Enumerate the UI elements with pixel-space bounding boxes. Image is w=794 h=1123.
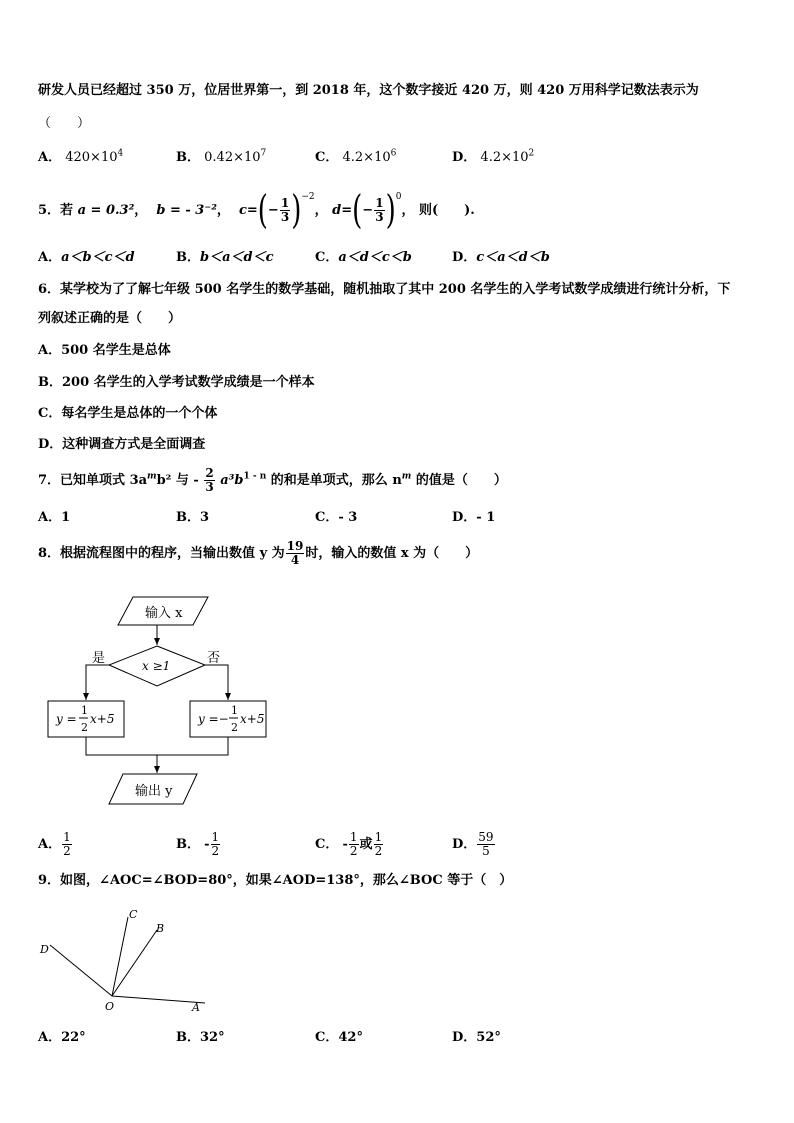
q4-option-d-base: 4.2×10 [480,150,529,165]
q5-c-den: 3 [280,210,290,224]
q8-option-d-letter: D． [452,837,477,852]
label-d: D [40,943,49,956]
q8-option-b[interactable] [176,828,221,862]
q8-option-b-letter: B． [176,837,200,852]
q4-blank: （ ） [38,116,91,131]
q5-tail: ， 则( ). [401,203,475,218]
q9-option-b[interactable]: B．32° [176,1030,225,1045]
flow-right-prefix: y =− [198,712,229,726]
q5-option-c-letter: C． [315,250,339,265]
q9-option-a[interactable]: A．22° [38,1030,86,1045]
q5-c-num: 1 [280,196,290,210]
q7-exp2: 1 - n [243,471,267,482]
flow-yes-label: 是 [92,651,106,666]
q8-option-c-den: 2 [349,844,358,858]
q5-option-a-letter: A． [38,250,62,265]
q8-option-c-or: 或 [359,837,373,852]
flow-output-text: 输出 y [135,784,173,799]
q8-option-a-den: 2 [63,844,71,858]
q5-stem: 5．若 a = 0.3²， b = - 3⁻²， c=(− $\frac{1}{3}$ )$^{-2}$， d=(− $\frac{1}{3}$ )$^0$， 则( ). [38,188,475,233]
q4-option-a-base: 420×10 [65,150,118,165]
q7-post-exp: m [401,471,412,482]
flow-left-suffix: x+5 [90,712,115,726]
q5-d-exp: 0 [395,191,402,202]
q5-c-exp: −2 [301,191,315,202]
q7-option-a[interactable]: A．1 [38,510,71,525]
q5-option-b-letter: B． [176,250,200,265]
q7-option-c[interactable]: C．- 3 [315,510,358,525]
q8-frac-num: 19 [286,539,304,553]
q6-option-c[interactable]: C．每名学生是总体的一个个体 [38,406,218,421]
q5-d-den: 3 [375,210,384,224]
q8-option-c-num2: 1 [374,830,383,844]
q8-option-b-den: 2 [211,844,220,858]
q8-option-d[interactable] [452,828,496,862]
q4-option-a[interactable] [38,150,123,166]
q6-option-b[interactable]: B．200 名学生的入学考试数学成绩是一个样本 [38,375,315,390]
q5-option-d[interactable] [452,250,550,266]
q5-option-b[interactable] [176,250,274,266]
q7-option-d[interactable]: D．- 1 [452,510,496,525]
q7-post: 的和是单项式，那么 n [266,473,402,488]
q8-option-c-sign: - [342,837,348,852]
q8-pre: 8．根据流程图中的程序，当输出数值 y 为 [38,546,285,561]
q8-stem [38,537,478,571]
q8-option-c-den2: 2 [374,844,383,858]
flow-condition-text: x ≥1 [142,659,171,673]
q4-option-a-exp: 4 [117,148,124,159]
q5-a: a = 0.3² [77,203,135,218]
angle-figure [30,905,220,1015]
q6-line2: 列叙述正确的是（ ） [38,311,182,326]
q8-post: 时，输入的数值 x 为（ ） [305,546,479,561]
q4-option-b-letter: B． [176,150,200,165]
q6-line1: 6．某学校为了了解七年级 500 名学生的数学基础，随机抽取了其中 200 名学生的入学考试数学成绩进行统计分析，下 [38,282,731,297]
q9-stem: 9．如图，∠AOC=∠BOD=80°，如果∠AOD=138°，那么∠BOC 等于（ ） [38,873,513,888]
q7-b2: b² 与 - [156,473,199,488]
flow-arrow-yes [86,665,109,700]
flow-arrow-no [205,665,228,700]
q8-option-b-sign: - [204,837,210,852]
q5-option-a-text: a＜b＜c＜d [61,250,135,265]
q5-d-num: 1 [375,196,384,210]
q5-option-c[interactable] [315,250,412,266]
q4-option-c-letter: C． [315,150,339,165]
q4-option-b-base: 0.42×10 [204,150,261,165]
q6-option-a[interactable]: A．500 名学生是总体 [38,343,171,358]
q8-option-c-letter: C． [315,837,339,852]
q5-d-label: d= [332,203,353,218]
flow-right-suffix: x+5 [240,712,265,726]
ray-od [50,945,112,996]
q8-option-d-num: 59 [478,830,494,844]
label-o: O [105,1000,115,1013]
q7-mid: a³b [220,473,244,488]
q5-option-d-letter: D． [452,250,477,265]
flow-no-label: 否 [207,651,221,666]
q4-option-d[interactable] [452,150,534,166]
flow-left-prefix: y = [56,712,77,726]
q5-number: 5．若 [38,203,74,218]
q5-option-d-text: c＜a＜d＜b [476,250,550,265]
q7-m: m [147,471,157,482]
q4-option-a-letter: A． [38,150,62,165]
flow-left-den: 2 [81,721,88,734]
flow-right-num: 1 [231,704,238,717]
q5-option-c-text: a＜d＜c＜b [338,250,412,265]
label-b: B [156,922,165,935]
q8-option-a[interactable] [38,828,73,862]
flow-right-den: 2 [231,721,238,734]
q8-option-c-num: 1 [349,830,358,844]
q4-line1: 研发人员已经超过 350 万，位居世界第一，到 2018 年，这个数字接近 420 万，则 420 万用科学记数法表示为 [38,83,699,98]
label-c: C [129,908,138,921]
q8-option-a-letter: A． [38,837,62,852]
flowchart [40,590,290,820]
flow-merge-line [86,737,228,755]
label-a: A [192,1001,200,1014]
q7-frac-num: 2 [205,466,214,480]
q8-option-c[interactable] [315,828,384,862]
q5-b: b = - 3⁻² [156,203,217,218]
q4-option-c-exp: 6 [390,148,397,159]
q8-option-d-den: 5 [482,844,490,858]
q8-option-a-num: 1 [63,830,71,844]
q4-option-d-exp: 2 [528,148,535,159]
q7-pre: 7．已知单项式 3a [38,473,148,488]
q4-option-c-base: 4.2×10 [342,150,391,165]
flow-input-text: 输入 x [145,606,183,621]
q4-option-d-letter: D． [452,150,477,165]
q7-option-b[interactable]: B．3 [176,510,210,525]
q4-option-c[interactable] [315,150,396,166]
q7-tail: 的值是（ ） [411,473,507,488]
q8-frac-den: 4 [290,553,300,567]
flow-left-num: 1 [81,704,88,717]
q7-frac-den: 3 [205,480,214,494]
q7-stem [38,466,507,496]
q9-option-d[interactable]: D．52° [452,1030,501,1045]
q9-option-c[interactable]: C．42° [315,1030,363,1045]
q6-option-d[interactable]: D．这种调查方式是全面调查 [38,437,206,452]
q5-option-b-text: b＜a＜d＜c [200,250,274,265]
q5-c-label: c= [238,203,258,218]
q4-option-b[interactable] [176,150,266,166]
q5-option-a[interactable] [38,250,135,266]
q4-option-b-exp: 7 [260,148,267,159]
q8-option-b-num: 1 [211,830,220,844]
